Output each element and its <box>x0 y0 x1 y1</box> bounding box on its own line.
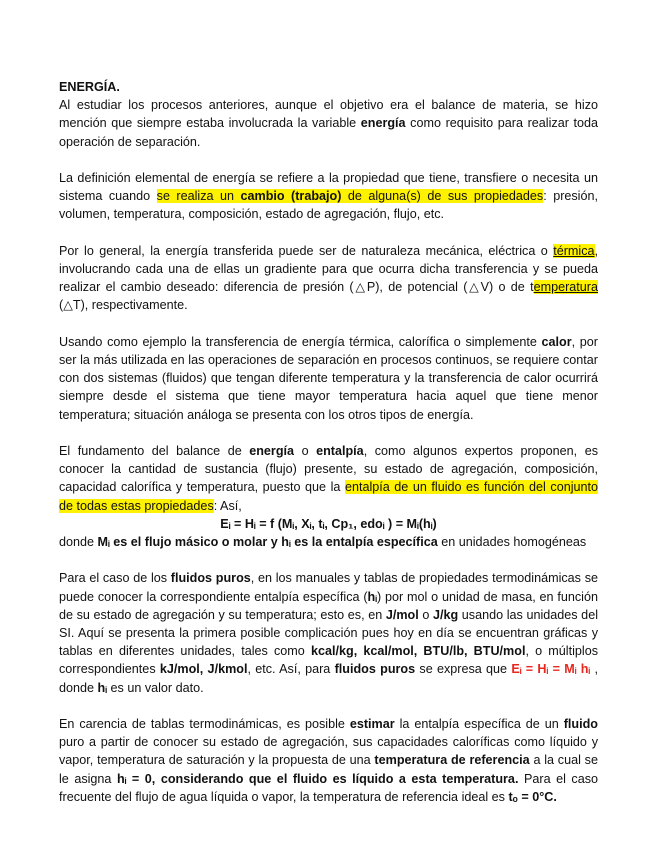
text: de alguna(s) de sus propiedades <box>341 189 544 204</box>
bold-term: energía <box>249 444 295 458</box>
text: como requisito para realizar toda operación de separación. <box>59 116 599 149</box>
bold-term: estimar <box>349 717 395 732</box>
bold-term: temperatura de referencia <box>374 753 530 768</box>
highlight: emperatura <box>533 280 598 295</box>
bold-term: calor <box>541 334 572 349</box>
text: , involucrando cada una de ellas un gradiente para que ocurra dicha transferencia y se pueda realizar el cambio deseado: diferencia de presión (△P), de potencial (△V) o de t <box>59 243 598 295</box>
text: la entalpía específica de un <box>394 717 564 732</box>
text: , donde <box>59 662 598 695</box>
text: usando las unidades del SI. Aquí se presenta la primera posible complicación pues hoy en día se encuentran gráficas y tablas en diferentes unidades, tales como <box>59 607 598 659</box>
text: Para el caso frecuente del flujo de agua líquida o vapor, la temperatura de referencia ideal es <box>59 771 598 804</box>
text: en unidades homogéneas <box>437 535 587 550</box>
bold-term: kcal/kg, kcal/mol, BTU/lb, BTU/mol <box>310 644 526 659</box>
text: o <box>418 607 433 622</box>
paragraph-pure-fluids <box>59 569 598 696</box>
text: , por ser la más utilizada en las operaciones de separación en procesos continuos, se requiere contar con dos sistemas (fluidos) que tengan diferente temperatura y la transferencia de calor ocurrirá siempre desde el sistema que tiene mayor temperatura hacia aquel que tiene menor temperatura; situación análoga se presenta con los otros tipos de energía. <box>59 334 598 422</box>
bold-term: fluidos puros <box>170 571 251 586</box>
text: se realiza un <box>156 189 241 204</box>
paragraph-enthalpy <box>59 442 598 515</box>
text: se expresa que <box>415 662 512 677</box>
text: : presión, volumen, temperatura, composición, estado de agregación, flujo, etc. <box>59 189 598 222</box>
text: Por lo general, la energía transferida puede ser de naturaleza mecánica, eléctrica o <box>59 243 554 258</box>
text: (△T), respectivamente. <box>59 298 188 313</box>
text: : Así, <box>213 498 242 513</box>
paragraph-intro <box>59 96 598 151</box>
paragraph-estimation <box>59 715 598 806</box>
text: Para el caso de los <box>59 571 171 586</box>
bold-term: hᵢ <box>97 680 108 695</box>
highlight: térmica <box>553 243 595 258</box>
text: o <box>294 444 317 458</box>
text: donde <box>59 535 98 550</box>
text: , etc. Así, para <box>247 662 335 677</box>
bold-term: hᵢ = 0, considerando que el fluido es líquido a esta temperatura. <box>116 771 519 786</box>
paragraph-definition <box>59 169 598 224</box>
paragraph-heat-transfer <box>59 333 598 424</box>
formula-explanation <box>59 533 598 551</box>
enthalpy-formula: Eᵢ = Hᵢ = f (Mᵢ, Xᵢ, tᵢ, Cp₁, edoᵢ ) = Mᵢ(hᵢ) <box>220 516 437 531</box>
section-title: ENERGÍA. <box>59 80 120 94</box>
bold-term: entalpía <box>316 444 364 458</box>
bold-term: Mᵢ es el flujo másico o molar y hᵢ es la entalpía específica <box>97 535 438 550</box>
text: , como algunos expertos proponen, es conocer la cantidad de sustancia (flujo) presente, su estado de agregación, composición, capacidad calorífica y temperatura, puesto que la <box>59 444 599 495</box>
text: ) por mol o unidad de masa, en función de su estado de agregación y su temperatura; esto es, en <box>59 589 598 622</box>
text: Usando como ejemplo la transferencia de energía térmica, calorífica o simplemente <box>59 334 542 349</box>
text: es un valor dato. <box>107 680 204 695</box>
document-body <box>59 78 598 824</box>
bold-term: energía <box>360 116 406 131</box>
text: El fundamento del balance de <box>59 444 250 458</box>
text: En carencia de tablas termodinámicas, es posible <box>59 717 350 732</box>
bold-term: fluido <box>563 717 598 732</box>
bold-term: kJ/mol, J/kmol <box>159 662 248 677</box>
bold-term: cambio (trabajo) <box>240 189 342 204</box>
highlight <box>157 189 544 203</box>
highlight: entalpía de un fluido es función del conjunto de todas estas propiedades <box>59 480 599 513</box>
text: La definición elemental de energía se refiere a la propiedad que tiene, transfiere o necesita un sistema cuando <box>59 171 598 204</box>
text: puro a partir de conocer su estado de agregación, sus capacidades caloríficas como líquido y vapor, temperatura de saturación y la propuesta de una <box>59 735 598 768</box>
red-formula: Eᵢ = Hᵢ = Mᵢ hᵢ <box>511 662 591 677</box>
text: , o múltiplos correspondientes <box>59 644 598 677</box>
bold-term: fluidos puros <box>334 662 416 677</box>
bold-term: hᵢ <box>367 589 378 604</box>
bold-term: J/mol <box>385 607 419 622</box>
bold-term: J/kg <box>432 607 459 622</box>
text: Al estudiar los procesos anteriores, aunque el objetivo era el balance de materia, se hizo mención que siempre estaba involucrada la variable <box>59 98 598 131</box>
bold-term: tₒ = 0°C. <box>508 789 557 804</box>
text: a la cual se le asigna <box>59 753 598 786</box>
text: , en los manuales y tablas de propiedades termodinámicas se puede conocer la correspondiente entalpía específica ( <box>59 571 599 604</box>
paragraph-energy-types <box>59 242 598 315</box>
